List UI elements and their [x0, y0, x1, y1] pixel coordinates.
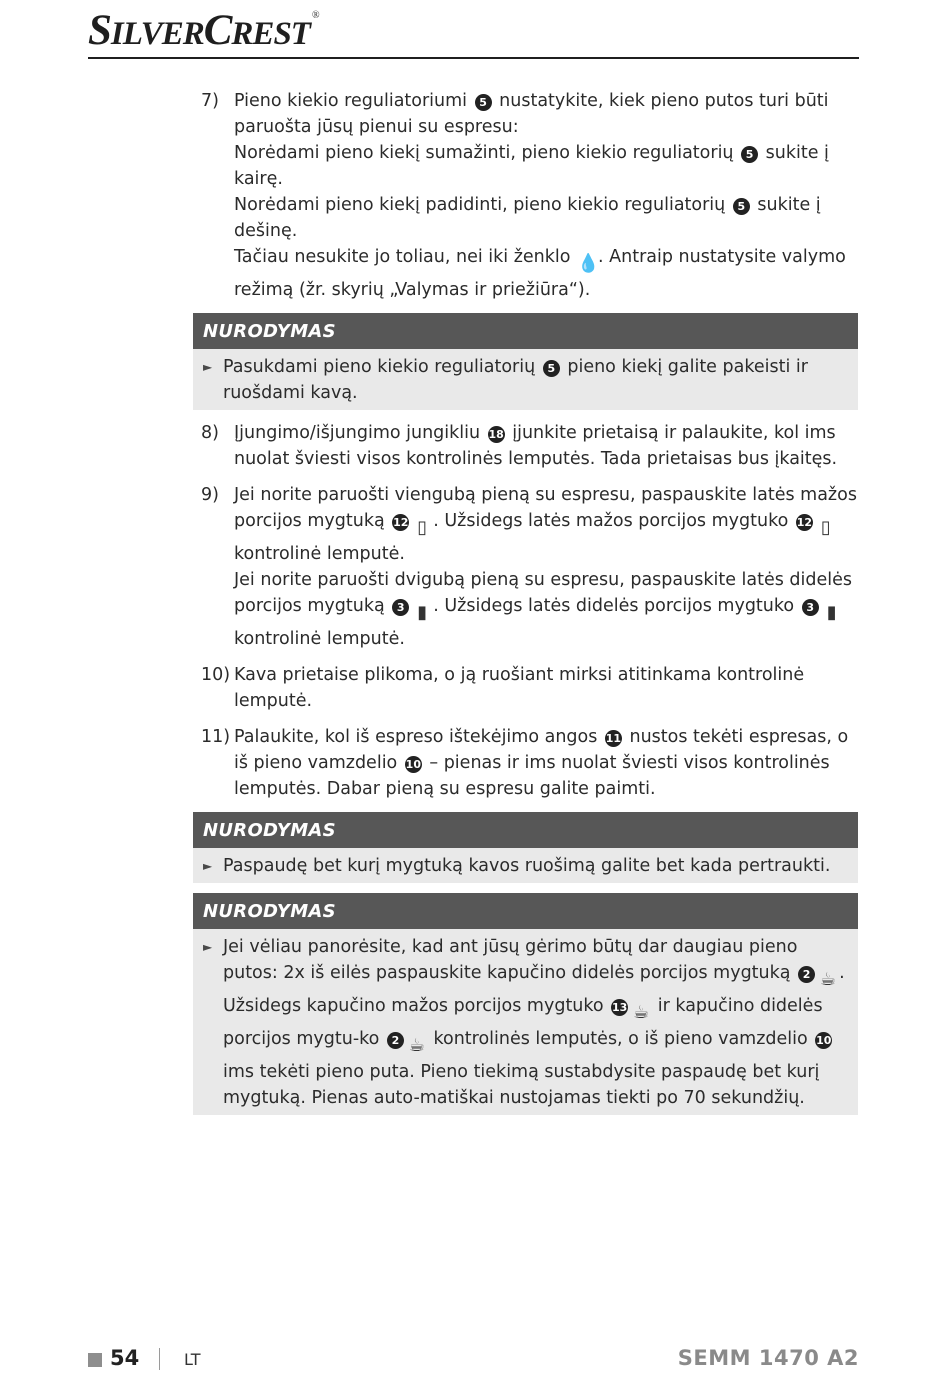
- number-2-badge: 2: [798, 966, 815, 983]
- cappuccino-large-cup-icon: ☕: [408, 1035, 425, 1056]
- step-number: 11): [201, 727, 231, 747]
- number-12-badge: 12: [393, 516, 409, 529]
- step-text: Jei norite paruošti dvigubą pieną su espresu, paspauskite latės didelės porcijos mygtuką 3 ▮ . Užsidegs latės didelės porcijos mygtuko 3 ▮ kontrolinė lemputė.: [234, 570, 853, 649]
- step-text: Jei norite paruošti viengubą pieną su espresu, paspauskite latės mažos porcijos mygtuką 12 ▯ . Užsidegs latės mažos porcijos mygtuko 12 ▯ kontrolinė lemputė.: [234, 485, 857, 564]
- language-code: LT: [184, 1350, 201, 1369]
- step-number: 7): [201, 91, 219, 111]
- step-7: [193, 88, 858, 303]
- step-8: [193, 420, 858, 472]
- number-3-badge: 3: [392, 599, 409, 616]
- note-text: Jei vėliau panorėsite, kad ant jūsų gėrimo būtų dar daugiau pieno putos: 2x iš eilės paspauskite kapučino didelės porcijos mygtuką 2 ☕ . Užsidegs kapučino mažos porcijos mygtuko 13 ☕ ir kapučino didelės porcijos mygtu-ko 2 ☕ kontrolinės lemputės, o iš pieno vamzdelio 10 ims tekėti pieno puta. Pieno tiekimą sustabdysite paspaudę bet kurį mygtuką. Pienas auto-matiškai nustojamas tiekti po 70 sekundžių.: [223, 937, 845, 1108]
- number-5-badge: 5: [741, 146, 758, 163]
- step-9: [193, 482, 858, 652]
- number-10-badge: 10: [405, 758, 421, 771]
- step-text: Pieno kiekio reguliatoriumi 5 nustatykite, kiek pieno putos turi būti paruošta jūsų pienui su espresu:: [234, 91, 829, 137]
- footer-divider: [159, 1348, 160, 1370]
- arrow-icon: ►: [203, 859, 213, 873]
- footer-square: [88, 1353, 102, 1367]
- step-text: Norėdami pieno kiekį sumažinti, pieno kiekio reguliatorių 5 sukite į kairę.: [234, 143, 829, 189]
- step-text: Įjungimo/išjungimo jungikliu 18 įjunkite prietaisą ir palaukite, kol ims nuolat šviesti visos kontrolinės lemputės. Tada prietaisas bus įkaitęs.: [234, 423, 838, 469]
- page-number: 54: [110, 1346, 140, 1370]
- number-2-badge: 2: [387, 1032, 404, 1049]
- note-text: Paspaudę bet kurį mygtuką kavos ruošimą galite bet kada pertraukti.: [223, 856, 831, 876]
- number-3-badge: 3: [802, 599, 819, 616]
- step-10: [193, 662, 858, 714]
- model-number: SEMM 1470 A2: [677, 1346, 859, 1370]
- step-number: 8): [201, 423, 219, 443]
- arrow-icon: ►: [203, 360, 213, 374]
- number-5-badge: 5: [543, 360, 560, 377]
- number-11-badge: 11: [605, 732, 622, 745]
- header-rule: [88, 57, 859, 59]
- note-box: [193, 812, 858, 883]
- step-text: Palaukite, kol iš espreso ištekėjimo angos 11 nustos tekėti espresas, o iš pieno vamzdelio 10 – pienas ir ims nuolat šviesti visos kontrolinės lemputės. Dabar pieną su espresu galite paimti.: [234, 727, 849, 799]
- number-18-badge: 18: [488, 428, 504, 441]
- latte-large-cup-icon: ▮: [417, 602, 428, 623]
- brand-logo: SILVERCREST®: [88, 7, 319, 54]
- latte-small-cup-icon: ▯: [417, 517, 428, 538]
- number-12-badge: 12: [796, 516, 813, 529]
- number-13-badge: 13: [612, 1001, 628, 1014]
- page-footer: [88, 1345, 859, 1375]
- note-title: NURODYMAS: [193, 893, 858, 929]
- main-content: [193, 88, 858, 1125]
- step-text: Norėdami pieno kiekį padidinti, pieno kiekio reguliatorių 5 sukite į dešinę.: [234, 195, 821, 241]
- note-box: [193, 893, 858, 1115]
- number-5-badge: 5: [475, 94, 492, 111]
- step-number: 9): [201, 485, 219, 505]
- number-5-badge: 5: [733, 198, 750, 215]
- cappuccino-large-cup-icon: ☕: [819, 969, 837, 990]
- drops-icon: 💧: [577, 253, 600, 274]
- step-text: Kava prietaise plikoma, o ją ruošiant mirksi atitinkama kontrolinė lemputė.: [234, 665, 805, 711]
- step-11: [193, 724, 858, 802]
- step-text: Tačiau nesukite jo toliau, nei iki ženklo 💧. Antraip nustatysite valymo režimą (žr. skyrių „Valymas ir priežiūra“).: [234, 247, 846, 300]
- latte-large-cup-icon: ▮: [826, 602, 837, 623]
- note-title: NURODYMAS: [193, 313, 858, 349]
- note-text: Pasukdami pieno kiekio reguliatorių 5 pieno kiekį galite pakeisti ir ruošdami kavą.: [223, 357, 808, 403]
- latte-small-cup-icon: ▯: [820, 517, 831, 538]
- number-10-badge: 10: [816, 1034, 832, 1047]
- note-box: [193, 313, 858, 410]
- step-number: 10): [201, 665, 231, 685]
- cappuccino-small-cup-icon: ☕: [633, 1002, 650, 1023]
- arrow-icon: ►: [203, 940, 213, 954]
- note-title: NURODYMAS: [193, 812, 858, 848]
